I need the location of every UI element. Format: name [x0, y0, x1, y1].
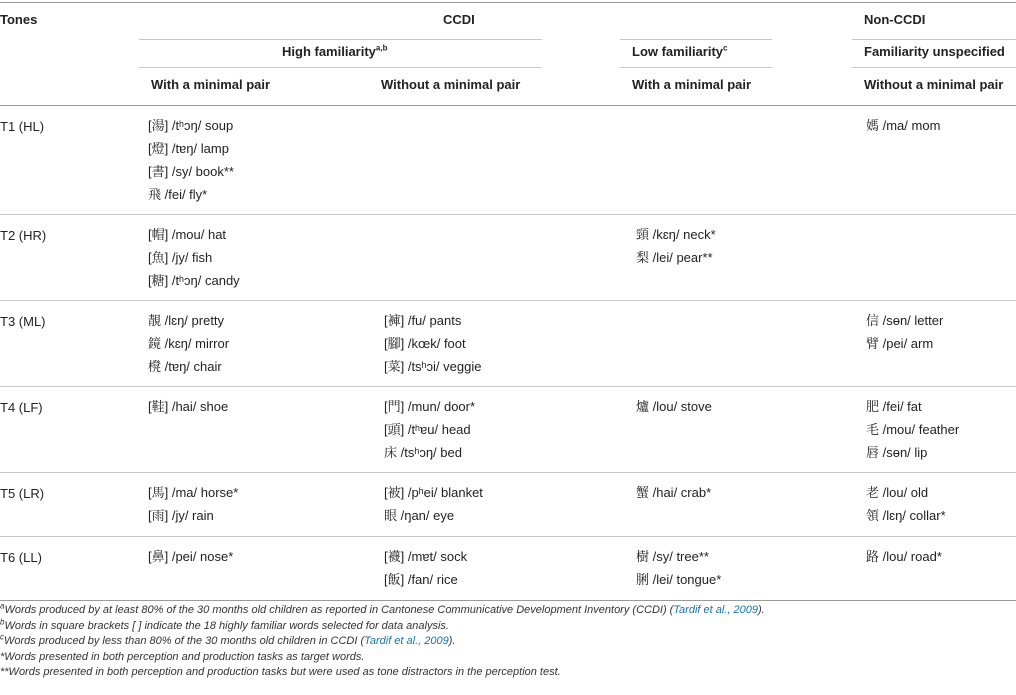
word-entry: 櫈 /tɐŋ/ chair [148, 359, 222, 374]
word-entry: [湯] /tʰɔŋ/ soup [148, 118, 234, 133]
unspec-underline [852, 67, 1016, 68]
row-divider [0, 536, 1016, 537]
high-fam-underline [139, 67, 542, 68]
word-entry: [門] /mun/ door* [384, 399, 476, 414]
high-with-cell [148, 545, 233, 568]
word-entry: 路 /lou/ road* [866, 549, 942, 564]
non-ccdi-cell [866, 395, 959, 464]
word-entry: 信 /sɵn/ letter [866, 313, 944, 328]
high-with-cell [148, 395, 228, 418]
word-entry: 樹 /sy/ tree** [636, 549, 709, 564]
word-entry: 梨 /lei/ pear** [636, 250, 713, 265]
footnote-b: $^b$Words in square brackets [ ] indicate the 18 highly familiar words selected for data analysis. [0, 616, 449, 632]
high-without-cell [384, 395, 475, 464]
header-ccdi: CCDI [443, 12, 475, 27]
word-entry: 領 /lɛŋ/ collar* [866, 508, 946, 523]
word-entry: 頸 /kɛŋ/ neck* [636, 227, 716, 242]
word-entry: 爐 /lou/ stove [636, 399, 712, 414]
row-divider [0, 386, 1016, 387]
word-entry: 肥 /fei/ fat [866, 399, 922, 414]
non-ccdi-cell [866, 309, 943, 355]
row-divider [0, 472, 1016, 473]
non-ccdi-cell [866, 481, 946, 527]
word-entry: [書] /sy/ book** [148, 164, 234, 179]
tone-label: T1 (HL) [0, 119, 45, 134]
word-entry: 脷 /lei/ tongue* [636, 572, 722, 587]
non-ccdi-cell [866, 545, 942, 568]
word-entry: 床 /tsʰɔŋ/ bed [384, 445, 462, 460]
word-entry: [襪] /mɐt/ sock [384, 549, 468, 564]
low-with-cell [636, 223, 716, 269]
low-with-cell [636, 545, 721, 591]
footnote-double-star: **Words presented in both perception and production tasks but were used as tone distractors in the perception test. [0, 666, 561, 679]
header-bottom-rule [0, 105, 1016, 106]
high-with-cell [148, 114, 234, 206]
word-entry: 飛 /fei/ fly* [148, 187, 208, 202]
high-without-cell [384, 309, 481, 378]
header-unspec-without-pair: Without a minimal pair [864, 77, 1004, 92]
word-entry: [鼻] /pei/ nose* [148, 549, 234, 564]
ccdi-underline-high [139, 39, 542, 40]
top-rule [0, 2, 1016, 3]
tone-label: T3 (ML) [0, 314, 46, 329]
citation-link[interactable]: Tardif et al., 2009 [364, 635, 449, 648]
header-low-familiarity: Low familiarity$^c$ [632, 43, 728, 59]
word-entry: 眼 /ŋan/ eye [384, 508, 455, 523]
footnote-a: $^a$Words produced by at least 80% of the 30 months old children as reported in Cantonese Communicative Development Inventory (CCDI) (Tardif et al., 2009). [0, 601, 765, 616]
header-familiarity-unspecified: Familiarity unspecified [864, 44, 1005, 59]
word-entry: [菜] /tsʰɔi/ veggie [384, 359, 482, 374]
word-entry: 鏡 /kɛŋ/ mirror [148, 336, 230, 351]
high-with-cell [148, 309, 229, 378]
header-high-familiarity: High familiarity$^{a,b}$ [282, 43, 388, 59]
row-divider [0, 300, 1016, 301]
table-bottom-rule [0, 600, 1016, 601]
header-tones: Tones [0, 12, 38, 27]
word-entry: 蟹 /hai/ crab* [636, 485, 712, 500]
row-divider [0, 214, 1016, 215]
high-without-cell [384, 481, 483, 527]
footnote-star: *Words presented in both perception and production tasks as target words. [0, 650, 365, 663]
header-high-without-pair: Without a minimal pair [381, 77, 521, 92]
word-entry: 唇 /sɵn/ lip [866, 445, 928, 460]
word-entry: [雨] /jy/ rain [148, 508, 214, 523]
header-low-with-pair: With a minimal pair [632, 77, 752, 92]
word-entry: [腳] /kœk/ foot [384, 336, 466, 351]
word-entry: [馬] /ma/ horse* [148, 485, 239, 500]
low-fam-underline [620, 67, 772, 68]
word-entry: [魚] /jy/ fish [148, 250, 213, 265]
word-entry: [飯] /fan/ rice [384, 572, 458, 587]
tone-label: T5 (LR) [0, 486, 45, 501]
word-entry: [被] /pʰei/ blanket [384, 485, 483, 500]
word-entry: 毛 /mou/ feather [866, 422, 960, 437]
header-high-with-pair: With a minimal pair [151, 77, 271, 92]
tone-label: T2 (HR) [0, 228, 47, 243]
word-entry: 臂 /pei/ arm [866, 336, 934, 351]
nonccdi-underline [852, 39, 1016, 40]
word-entry: 靚 /lɛŋ/ pretty [148, 313, 225, 328]
high-with-cell [148, 223, 240, 292]
header-non-ccdi: Non-CCDI [864, 12, 926, 27]
tone-label: T4 (LF) [0, 400, 43, 415]
word-entry: 老 /lou/ old [866, 485, 929, 500]
tone-label: T6 (LL) [0, 550, 42, 565]
citation-link[interactable]: Tardif et al., 2009 [673, 604, 758, 616]
word-entry: [糖] /tʰɔŋ/ candy [148, 273, 240, 288]
ccdi-underline-low [620, 39, 772, 40]
word-entry: [燈] /tɐŋ/ lamp [148, 141, 229, 156]
word-entry: 媽 /ma/ mom [866, 118, 941, 133]
non-ccdi-cell [866, 114, 940, 137]
word-entry: [帽] /mou/ hat [148, 227, 227, 242]
table-footnotes [0, 603, 1016, 681]
low-with-cell [636, 481, 711, 504]
word-entry: [鞋] /hai/ shoe [148, 399, 229, 414]
high-with-cell [148, 481, 238, 527]
high-without-cell [384, 545, 467, 591]
footnote-c: $^c$Words produced by less than 80% of the 30 months old children in CCDI (Tardif et al., 2009). [0, 632, 456, 648]
low-with-cell [636, 395, 712, 418]
word-entry: [頭] /tʰɐu/ head [384, 422, 471, 437]
word-entry: [褲] /fu/ pants [384, 313, 462, 328]
